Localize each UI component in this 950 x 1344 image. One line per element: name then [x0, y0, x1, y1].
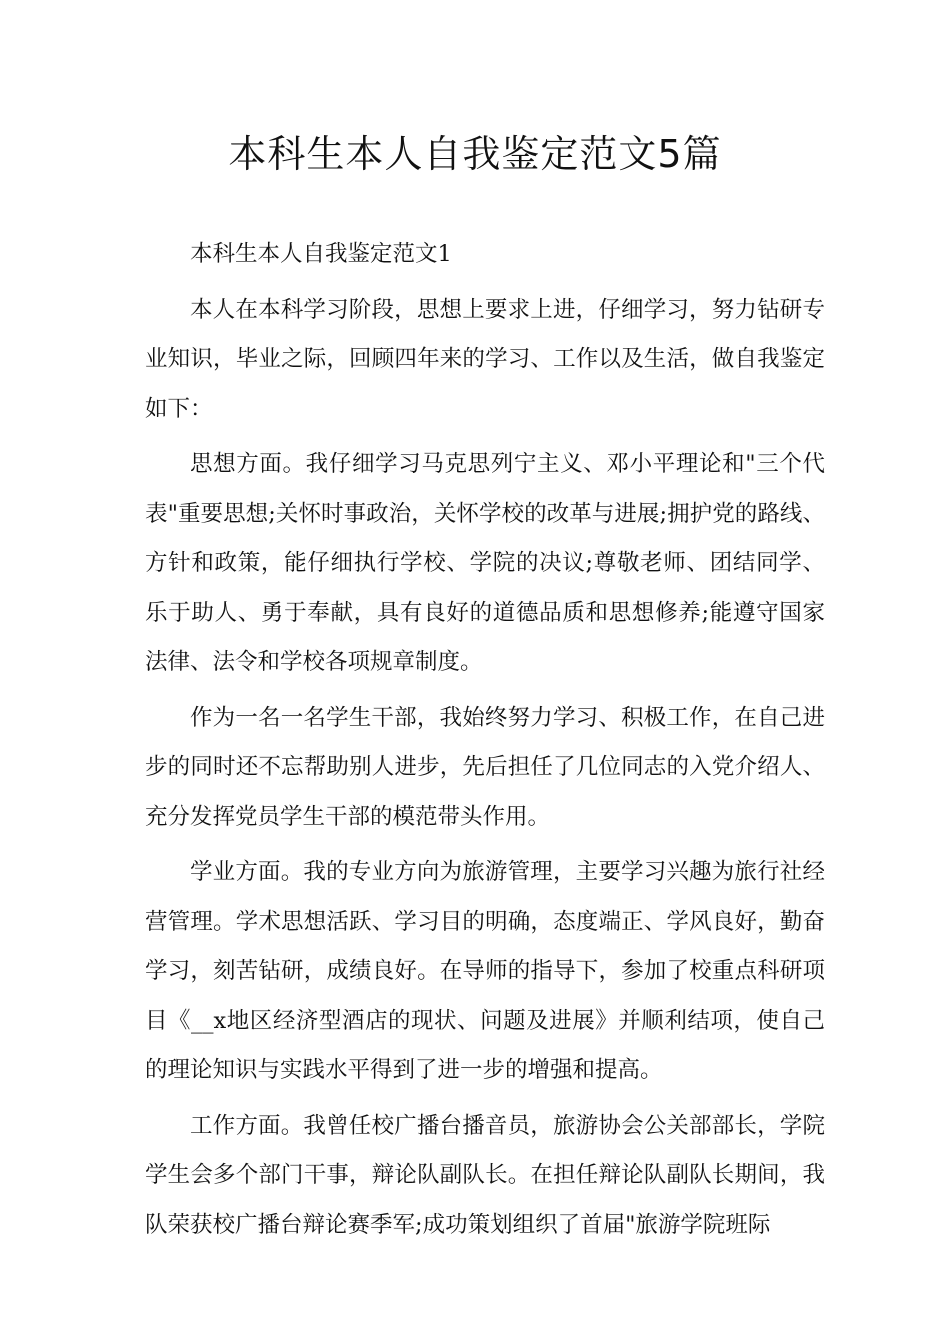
paragraph-intro: 本人在本科学习阶段，思想上要求上进，仔细学习，努力钻研专业知识，毕业之际，回顾四年来的学习、工作以及生活，做自我鉴定如下：: [145, 296, 825, 422]
paragraph-academics: 学业方面。我的专业方向为旅游管理，主要学习兴趣为旅行社经营管理。学术思想活跃、学习目的明确，态度端正、学风良好，勤奋学习，刻苦钻研，成绩良好。在导师的指导下，参加了校重点科研项目《__x地区经济型酒店的现状、问题及进展》并顺利结项，使自己的理论知识与实践水平得到了进一步的增强和提高。: [145, 859, 825, 1083]
document-body: [145, 230, 825, 1250]
paragraph-work: 工作方面。我曾任校广播台播音员，旅游协会公关部部长，学院学生会多个部门干事，辩论队副队长。在担任辩论队副队长期间，我队荣获校广播台辩论赛季军;成功策划组织了首届"旅游学院班际: [145, 1112, 825, 1238]
document-title: 本科生本人自我鉴定范文5篇: [228, 132, 722, 176]
paragraph-ideology: 思想方面。我仔细学习马克思列宁主义、邓小平理论和"三个代表"重要思想;关怀时事政治，关怀学校的改革与进展;拥护党的路线、方针和政策，能仔细执行学校、学院的决议;尊敬老师、团结同学、乐于助人、勇于奉献，具有良好的道德品质和思想修养;能遵守国家法律、法令和学校各项规章制度。: [145, 451, 825, 675]
section-heading: 本科生本人自我鉴定范文1: [190, 241, 452, 267]
paragraph-student-cadre: 作为一名一名学生干部，我始终努力学习、积极工作，在自己进步的同时还不忘帮助别人进步，先后担任了几位同志的入党介绍人、充分发挥党员学生干部的模范带头作用。: [145, 704, 825, 830]
